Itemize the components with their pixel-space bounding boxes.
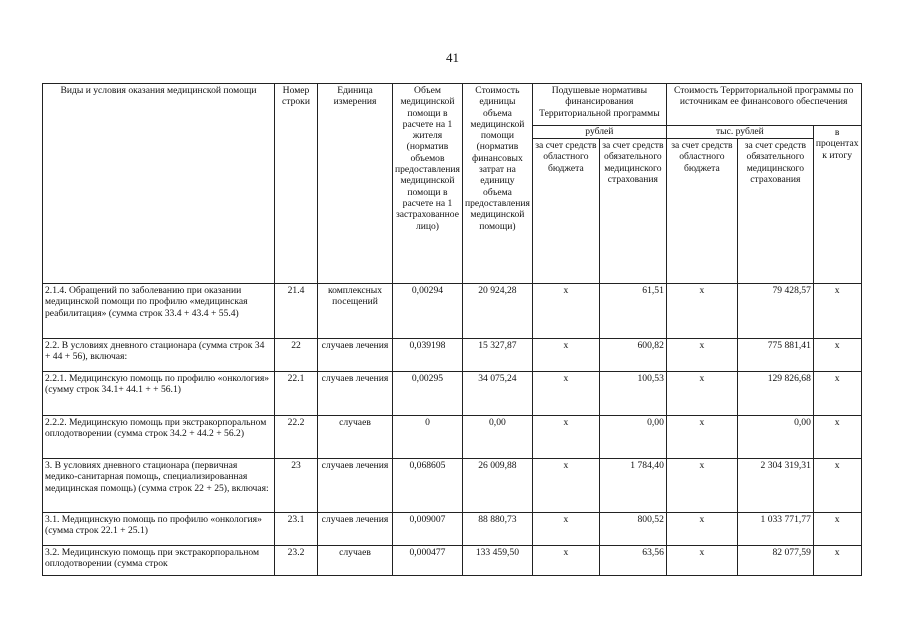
row-volume: 0,068605 xyxy=(393,459,463,513)
row-total-regional: х xyxy=(666,284,737,339)
table-row xyxy=(43,284,862,339)
table-row xyxy=(43,416,862,459)
page-number: 41 xyxy=(446,50,459,65)
row-name: 2.1.4. Обращений по заболеванию при оказании медицинской помощи по профилю «медицинская реабилитация» (сумма строк 33.4 + 43.4 + 55.4) xyxy=(43,284,275,339)
header-unit: Единица измерения xyxy=(318,84,393,284)
row-pc-oms: 1 784,40 xyxy=(599,459,666,513)
header-total-oms: за счет средств обязательного медицинского страхования xyxy=(737,139,813,284)
row-unit: случаев xyxy=(318,416,393,459)
row-unit: комплексных посещений xyxy=(318,284,393,339)
row-percent: х xyxy=(813,339,861,372)
row-total-regional: х xyxy=(666,416,737,459)
header-thousand-rubles: тыс. рублей xyxy=(666,126,813,139)
header-unit-cost: Стоимость единицы объема медицинской помощи (норматив финансовых затрат на единицу объема предоставления медицинской помощи) xyxy=(462,84,532,284)
row-number: 22.2 xyxy=(275,416,318,459)
row-total-regional: х xyxy=(666,372,737,416)
row-total-regional: х xyxy=(666,339,737,372)
row-unit: случаев xyxy=(318,546,393,576)
row-percent: х xyxy=(813,546,861,576)
header-row-1 xyxy=(43,84,862,126)
row-total-regional: х xyxy=(666,513,737,546)
header-pc-regional: за счет средств областного бюджета xyxy=(532,139,599,284)
header-kinds: Виды и условия оказания медицинской помощи xyxy=(43,84,275,284)
row-cost: 133 459,50 xyxy=(462,546,532,576)
header-percent: в процентах к итогу xyxy=(813,126,861,284)
row-name: 2.2.2. Медицинскую помощь при экстракорпоральном оплодотворении (сумма строк 34.2 + 44.2 + 56.2) xyxy=(43,416,275,459)
row-cost: 34 075,24 xyxy=(462,372,532,416)
row-number: 23 xyxy=(275,459,318,513)
row-name: 3.2. Медицинскую помощь при экстракорпоральном оплодотворении (сумма строк xyxy=(43,546,275,576)
row-volume: 0,00295 xyxy=(393,372,463,416)
header-per-capita-group: Подушевые нормативы финансирования Территориальной программы xyxy=(532,84,666,126)
row-cost: 0,00 xyxy=(462,416,532,459)
row-number: 22.1 xyxy=(275,372,318,416)
row-name: 2.2. В условиях дневного стационара (сумма строк 34 + 44 + 56), включая: xyxy=(43,339,275,372)
header-row-number: Номер строки xyxy=(275,84,318,284)
row-number: 21.4 xyxy=(275,284,318,339)
row-volume: 0,00294 xyxy=(393,284,463,339)
header-program-cost-group: Стоимость Территориальной программы по источникам ее финансового обеспечения xyxy=(666,84,861,126)
table-row xyxy=(43,339,862,372)
row-pc-oms: 600,82 xyxy=(599,339,666,372)
row-pc-regional: х xyxy=(532,459,599,513)
row-percent: х xyxy=(813,372,861,416)
row-pc-oms: 61,51 xyxy=(599,284,666,339)
row-total-oms: 1 033 771,77 xyxy=(737,513,813,546)
row-percent: х xyxy=(813,284,861,339)
row-total-regional: х xyxy=(666,546,737,576)
row-unit: случаев лечения xyxy=(318,513,393,546)
row-pc-oms: 0,00 xyxy=(599,416,666,459)
row-cost: 20 924,28 xyxy=(462,284,532,339)
row-cost: 26 009,88 xyxy=(462,459,532,513)
row-total-oms: 775 881,41 xyxy=(737,339,813,372)
row-percent: х xyxy=(813,459,861,513)
row-total-oms: 79 428,57 xyxy=(737,284,813,339)
row-volume: 0,039198 xyxy=(393,339,463,372)
row-total-regional: х xyxy=(666,459,737,513)
row-total-oms: 0,00 xyxy=(737,416,813,459)
header-pc-oms: за счет средств обязательного медицинского страхования xyxy=(599,139,666,284)
row-pc-oms: 800,52 xyxy=(599,513,666,546)
header-rubles: рублей xyxy=(532,126,666,139)
row-unit: случаев лечения xyxy=(318,459,393,513)
header-total-regional: за счет средств областного бюджета xyxy=(666,139,737,284)
row-pc-oms: 63,56 xyxy=(599,546,666,576)
row-pc-regional: х xyxy=(532,416,599,459)
row-percent: х xyxy=(813,416,861,459)
header-volume: Объем медицинской помощи в расчете на 1 жителя (норматив объемов предоставления медицинской помощи в расчете на 1 застрахованное лицо) xyxy=(393,84,463,284)
row-number: 23.1 xyxy=(275,513,318,546)
row-number: 23.2 xyxy=(275,546,318,576)
row-name: 3. В условиях дневного стационара (первичная медико-санитарная помощь, специализированная медицинская помощь) (сумма строк 22 + 25), включая: xyxy=(43,459,275,513)
row-cost: 88 880,73 xyxy=(462,513,532,546)
row-volume: 0,009007 xyxy=(393,513,463,546)
table-row xyxy=(43,546,862,576)
row-pc-regional: х xyxy=(532,284,599,339)
row-total-oms: 82 077,59 xyxy=(737,546,813,576)
table-row xyxy=(43,513,862,546)
table-row xyxy=(43,459,862,513)
table-row xyxy=(43,372,862,416)
row-volume: 0 xyxy=(393,416,463,459)
row-pc-regional: х xyxy=(532,546,599,576)
row-name: 2.2.1. Медицинскую помощь по профилю «онкология» (сумму строк 34.1+ 44.1 + + 56.1) xyxy=(43,372,275,416)
row-total-oms: 2 304 319,31 xyxy=(737,459,813,513)
row-volume: 0,000477 xyxy=(393,546,463,576)
row-pc-regional: х xyxy=(532,339,599,372)
row-percent: х xyxy=(813,513,861,546)
row-cost: 15 327,87 xyxy=(462,339,532,372)
row-unit: случаев лечения xyxy=(318,372,393,416)
row-number: 22 xyxy=(275,339,318,372)
row-name: 3.1. Медицинскую помощь по профилю «онкология» (сумма строк 22.1 + 25.1) xyxy=(43,513,275,546)
row-pc-regional: х xyxy=(532,513,599,546)
financing-table xyxy=(42,83,862,576)
row-total-oms: 129 826,68 xyxy=(737,372,813,416)
row-unit: случаев лечения xyxy=(318,339,393,372)
row-pc-regional: х xyxy=(532,372,599,416)
row-pc-oms: 100,53 xyxy=(599,372,666,416)
